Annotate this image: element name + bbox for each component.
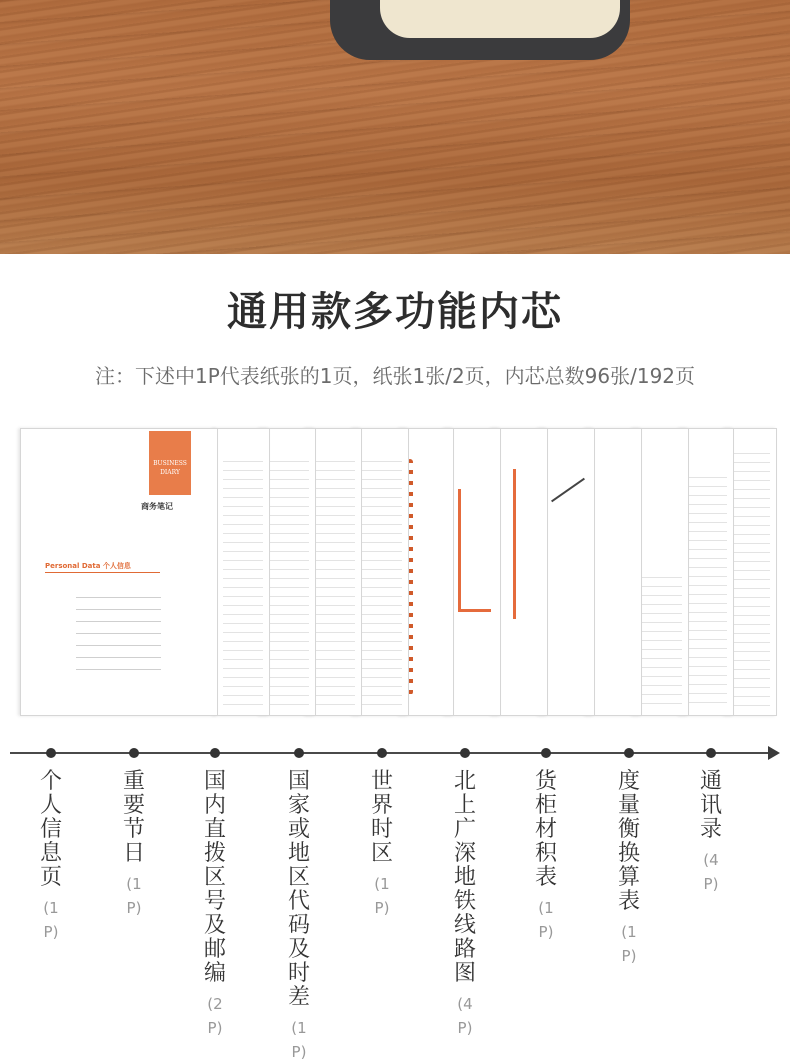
item-label: 国家或地区代码及时差 bbox=[287, 769, 310, 1010]
page-title: 通用款多功能内芯 bbox=[227, 289, 563, 335]
timeline-item-metro bbox=[450, 770, 480, 1040]
field-line bbox=[76, 609, 161, 610]
item-count: (1P) bbox=[126, 875, 142, 917]
timeline-item-country-codes bbox=[284, 770, 314, 1064]
item-label: 度量衡换算表 bbox=[617, 769, 640, 914]
timeline-dot bbox=[460, 748, 470, 758]
timeline-item-time-zones bbox=[367, 770, 397, 920]
field-line bbox=[76, 669, 161, 670]
timeline-dot bbox=[541, 748, 551, 758]
field-line bbox=[76, 657, 161, 658]
brand-line2: DIARY bbox=[160, 469, 180, 476]
timeline-dot bbox=[624, 748, 634, 758]
field-line bbox=[76, 597, 161, 598]
timeline-dot bbox=[706, 748, 716, 758]
brand-block bbox=[149, 431, 191, 495]
timeline-dot bbox=[129, 748, 139, 758]
field-line bbox=[76, 633, 161, 634]
item-label: 世界时区 bbox=[370, 769, 393, 866]
item-count: (1P) bbox=[374, 875, 390, 917]
brand-cn: 商务笔记 bbox=[141, 502, 173, 511]
item-count: (1P) bbox=[291, 1019, 307, 1061]
item-label: 通讯录 bbox=[699, 769, 722, 842]
timeline-dot bbox=[46, 748, 56, 758]
timeline-item-container-volume bbox=[531, 770, 561, 944]
item-count: (4P) bbox=[703, 851, 719, 893]
page-personal-info bbox=[20, 428, 218, 716]
item-label: 北上广深地铁线路图 bbox=[453, 769, 476, 986]
item-count: (4P) bbox=[457, 995, 473, 1037]
inner-pages-preview bbox=[20, 428, 775, 716]
item-count: (1P) bbox=[538, 899, 554, 941]
page-note: 注：下述中1P代表纸张的1页，纸张1张/2页，内芯总数96张/192页 bbox=[94, 364, 696, 388]
timeline-axis bbox=[10, 752, 772, 754]
item-label: 重要节日 bbox=[122, 769, 145, 866]
timeline-item-holidays bbox=[119, 770, 149, 920]
heading-rule bbox=[45, 572, 160, 573]
item-label: 国内直拨区号及邮编 bbox=[203, 769, 226, 986]
timeline-item-area-codes bbox=[200, 770, 230, 1040]
notebook-page-corner bbox=[380, 0, 620, 38]
timeline-dot bbox=[210, 748, 220, 758]
personal-data-heading: Personal Data 个人信息 bbox=[45, 562, 131, 570]
timeline-arrow-icon bbox=[768, 746, 780, 760]
item-count: (2P) bbox=[207, 995, 223, 1037]
timeline-dot bbox=[294, 748, 304, 758]
page-holidays bbox=[214, 428, 270, 716]
timeline-item-address-book bbox=[696, 770, 726, 896]
field-line bbox=[76, 645, 161, 646]
item-label: 货柜材积表 bbox=[534, 769, 557, 890]
timeline-item-conversion bbox=[614, 770, 644, 968]
timeline-item-personal-info bbox=[36, 770, 66, 944]
item-count: (1P) bbox=[43, 899, 59, 941]
timeline-dot bbox=[377, 748, 387, 758]
item-count: (1P) bbox=[621, 923, 637, 965]
item-label: 个人信息页 bbox=[39, 769, 62, 890]
field-line bbox=[76, 621, 161, 622]
brand-line1: BUSINESS bbox=[153, 460, 187, 467]
